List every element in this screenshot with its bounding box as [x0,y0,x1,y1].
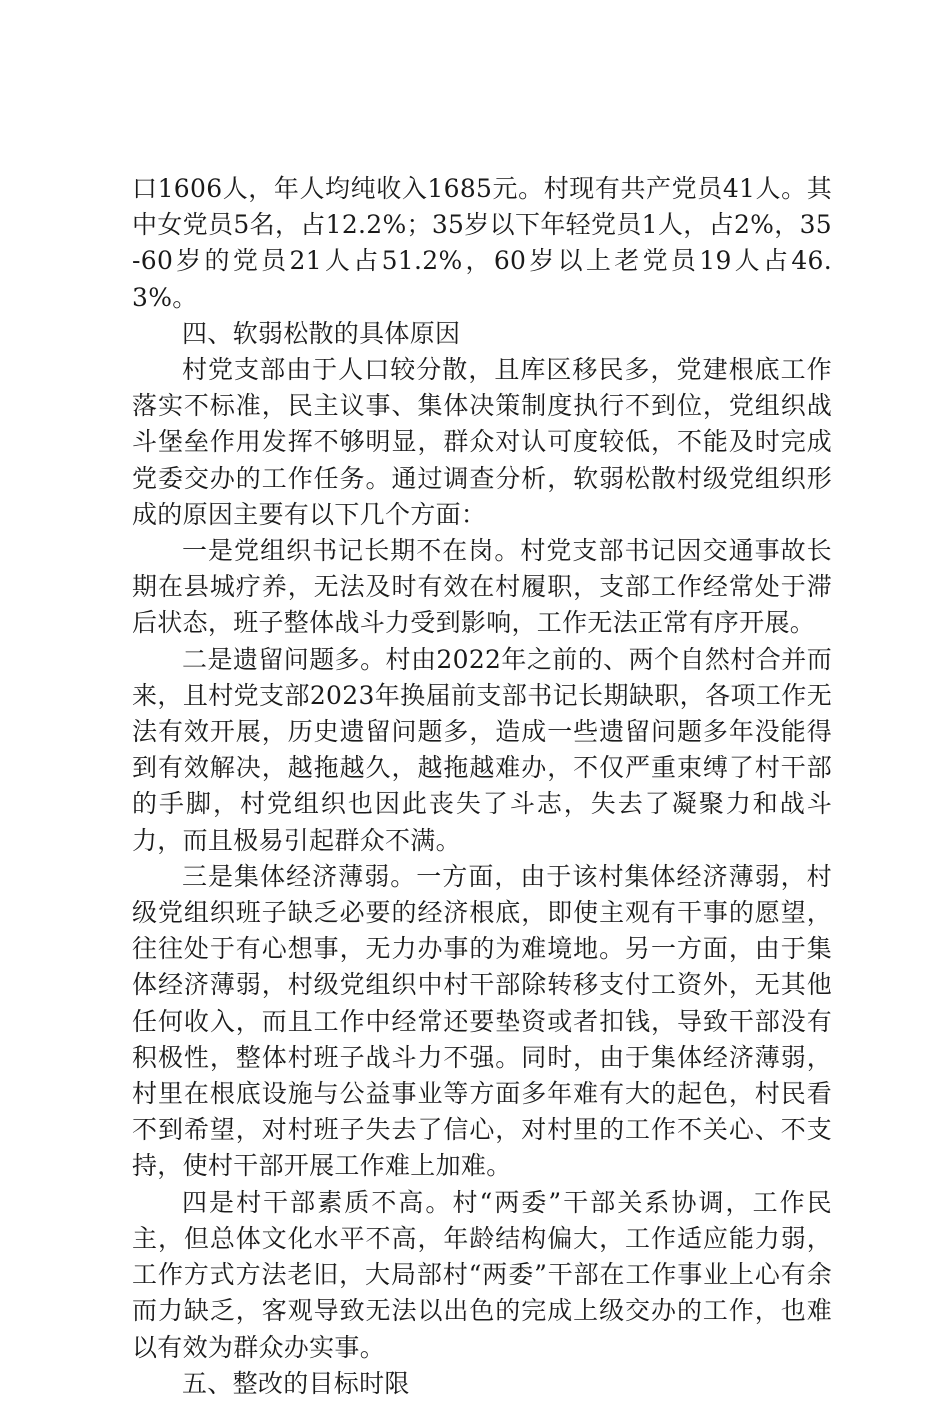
document-body [132,171,832,1402]
paragraph-cause-4: 四是村干部素质不高。村“两委”干部关系协调，工作民主，但总体文化水平不高，年龄结构偏大，工作适应能力弱，工作方式方法老旧，大局部村“两委”干部在工作事业上心有余而力缺乏，客观导致无法以出色的完成上级交办的工作，也难以有效为群众办实事。 [132,1187,832,1362]
paragraph-cause-1: 一是党组织书记长期不在岗。村党支部书记因交通事故长期在县城疗养，无法及时有效在村履职，支部工作经常处于滞后状态，班子整体战斗力受到影响，工作无法正常有序开展。 [132,536,832,638]
paragraph-population-stats: 口1606人，年人均纯收入1685元。村现有共产党员41人。其中女党员5名，占12.2%；35岁以下年轻党员1人，占2%，35-60岁的党员21人占51.2%，60岁以上老党员19人占46.3%。 [132,174,832,312]
section-heading-5: 五、整改的目标时限 [182,1368,410,1398]
paragraph-cause-3: 三是集体经济薄弱。一方面，由于该村集体经济薄弱，村级党组织班子缺乏必要的经济根底，即使主观有干事的愿望，往往处于有心想事，无力办事的为难境地。另一方面，由于集体经济薄弱，村级党组织中村干部除转移支付工资外，无其他任何收入，而且工作中经常还要垫资或者扣钱，导致干部没有积极性，整体村班子战斗力不强。同时，由于集体经济薄弱，村里在根底设施与公益事业等方面多年难有大的起色，村民看不到希望，对村班子失去了信心，对村里的工作不关心、不支持，使村干部开展工作难上加难。 [132,861,832,1181]
section-heading-4: 四、软弱松散的具体原因 [182,318,461,348]
paragraph-cause-2: 二是遗留问题多。村由2022年之前的、两个自然村合并而来，且村党支部2023年换届前支部书记长期缺职，各项工作无法有效开展，历史遗留问题多，造成一些遗留问题多年没能得到有效解决，越拖越久，越拖越难办，不仅严重束缚了村干部的手脚，村党组织也因此丧失了斗志，失去了凝聚力和战斗力，而且极易引起群众不满。 [132,644,832,855]
paragraph-intro-causes: 村党支部由于人口较分散，且库区移民多，党建根底工作落实不标准，民主议事、集体决策制度执行不到位，党组织战斗堡垒作用发挥不够明显，群众对认可度较低，不能及时完成党委交办的工作任务。通过调查分析，软弱松散村级党组织形成的原因主要有以下几个方面： [132,355,832,529]
